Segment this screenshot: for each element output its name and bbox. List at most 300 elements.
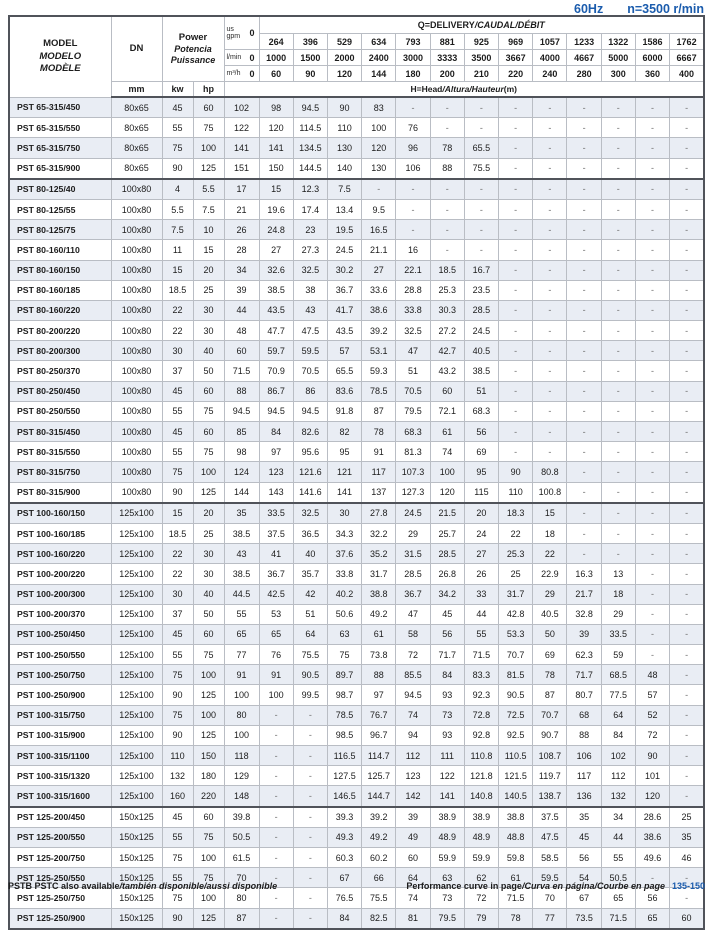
head-value-cell: 58 [396,624,430,644]
head-value-cell: 129 [224,766,259,786]
head-value-cell: 122 [430,766,464,786]
head-value-cell: - [670,725,704,745]
dn-cell: 125x100 [111,584,162,604]
head-value-cell: - [499,260,533,280]
head-value-cell: 75.5 [293,645,327,665]
head-value-cell: 78 [533,665,567,685]
power-label-fr: Puissance [170,54,216,65]
head-value-cell: - [635,482,669,503]
header-row-delivery-title [9,16,704,34]
hp-cell: 75 [193,827,224,847]
head-value-cell: 110.8 [464,746,498,766]
head-value-cell: - [670,604,704,624]
head-value-cell: 47.5 [293,321,327,341]
head-value-cell: 78.5 [327,705,361,725]
head-value-cell: 60 [670,908,704,929]
table-row [9,624,704,644]
head-value-cell: 13 [601,564,635,584]
flow-value-cell: 3000 [396,50,430,66]
flow-value-cell: 240 [533,66,567,82]
head-value-cell: 30 [327,503,361,524]
table-row [9,260,704,280]
head-title [224,82,704,98]
kw-cell: 55 [162,442,193,462]
head-value-cell: 76 [259,645,293,665]
head-value-cell: - [635,138,669,158]
head-value-cell: 72.8 [464,705,498,725]
head-value-cell: 39 [224,280,259,300]
head-value-cell: 21.7 [567,584,601,604]
head-value-cell: 94.5 [396,685,430,705]
hp-cell: 40 [193,341,224,361]
head-value-cell: 31.7 [499,584,533,604]
head-value-cell: 13.4 [327,199,361,219]
head-value-cell: 68.3 [396,422,430,442]
head-value-cell: 69 [533,645,567,665]
hp-cell: 25 [193,280,224,300]
head-value-cell: - [635,300,669,320]
dn-cell: 125x100 [111,786,162,807]
head-value-cell: - [567,523,601,543]
flow-value-cell: 2400 [362,50,396,66]
head-value-cell: 100 [430,462,464,482]
head-value-cell: 38 [293,280,327,300]
head-value-cell: - [601,482,635,503]
head-value-cell: 25.3 [430,280,464,300]
model-name-cell: PST 80-125/55 [9,199,111,219]
head-value-cell: 95.6 [293,442,327,462]
table-row [9,908,704,929]
head-value-cell: - [601,158,635,179]
head-value-cell: - [499,240,533,260]
head-value-cell: - [259,908,293,929]
table-row [9,584,704,604]
head-value-cell: - [635,260,669,280]
head-value-cell: 136 [567,786,601,807]
head-value-cell: 71.5 [601,908,635,929]
kw-cell: 55 [162,868,193,888]
head-value-cell: 94.5 [259,401,293,421]
head-value-cell: 68 [567,705,601,725]
head-value-cell: 22 [533,544,567,564]
flow-value-cell: 3500 [464,50,498,66]
head-value-cell: 71.7 [567,665,601,685]
head-value-cell: 81.3 [396,442,430,462]
table-row [9,361,704,381]
head-value-cell: - [293,847,327,867]
head-value-cell: 29 [396,523,430,543]
head-value-cell: 110 [499,482,533,503]
model-name-cell: PST 100-250/750 [9,665,111,685]
head-value-cell: 17 [224,179,259,200]
head-value-cell: 91 [362,442,396,462]
kw-cell: 5.5 [162,199,193,219]
head-value-cell: - [635,158,669,179]
head-value-cell: 73 [430,705,464,725]
head-value-cell: 95 [327,442,361,462]
head-value-cell: - [499,401,533,421]
head-value-cell: 47.5 [533,827,567,847]
head-value-cell: - [601,523,635,543]
head-value-cell: 42.8 [499,604,533,624]
head-value-cell: 36.7 [327,280,361,300]
head-value-cell: - [635,422,669,442]
flow-value-cell: 180 [396,66,430,82]
head-value-cell: - [670,766,704,786]
table-row [9,847,704,867]
head-value-cell: - [601,220,635,240]
dn-cell: 100x80 [111,381,162,401]
head-value-cell: 71.5 [464,645,498,665]
model-name-cell: PST 125-250/900 [9,908,111,929]
head-value-cell: 47 [396,604,430,624]
table-row [9,544,704,564]
head-value-cell: - [670,280,704,300]
head-value-cell: - [601,97,635,118]
table-row [9,401,704,421]
hp-cell: 20 [193,503,224,524]
head-value-cell: 62.3 [567,645,601,665]
head-value-cell: - [293,766,327,786]
head-value-cell: 80.7 [567,685,601,705]
head-value-cell: - [259,827,293,847]
head-value-cell: 9.5 [362,199,396,219]
head-value-cell: 70.7 [533,705,567,725]
head-value-cell: 60 [396,847,430,867]
dn-cell: 100x80 [111,179,162,200]
head-value-cell: - [670,381,704,401]
head-value-cell: 92.5 [499,725,533,745]
table-row [9,725,704,745]
kw-cell: 55 [162,401,193,421]
kw-cell: 11 [162,240,193,260]
head-value-cell: - [670,746,704,766]
gpm-unit-label: us gpm [226,25,241,40]
kw-cell: 22 [162,321,193,341]
kw-cell: 110 [162,746,193,766]
kw-cell: 18.5 [162,280,193,300]
head-value-cell: - [499,158,533,179]
head-value-cell: 61 [430,422,464,442]
dn-cell: 150x125 [111,868,162,888]
head-value-cell: 18 [533,523,567,543]
flow-value-cell: 6667 [670,50,704,66]
head-value-cell: 56 [430,624,464,644]
footer-availability-note [8,881,277,891]
head-value-cell: - [259,705,293,725]
model-name-cell: PST 65-315/450 [9,97,111,118]
hp-cell: 75 [193,442,224,462]
head-value-cell: 80 [224,705,259,725]
head-value-cell: 141 [327,482,361,503]
head-value-cell: 74 [396,705,430,725]
flow-value-cell: 60 [259,66,293,82]
head-value-cell: 87 [224,908,259,929]
head-value-cell: 97 [362,685,396,705]
head-value-cell: 81.5 [499,665,533,685]
head-value-cell: 50.5 [601,868,635,888]
hp-cell: 75 [193,118,224,138]
head-value-cell: 26 [224,220,259,240]
kw-cell: 90 [162,685,193,705]
head-value-cell: 48.9 [464,827,498,847]
head-value-cell: - [533,442,567,462]
head-value-cell: - [499,422,533,442]
head-value-cell: 49 [396,827,430,847]
flow-value-cell: 793 [396,34,430,50]
flow-value-cell: 1762 [670,34,704,50]
head-value-cell: 90.7 [533,725,567,745]
head-value-cell: 91 [259,665,293,685]
head-value-cell: 66 [362,868,396,888]
table-row [9,827,704,847]
model-name-cell: PST 100-160/220 [9,544,111,564]
model-name-cell: PST 80-125/75 [9,220,111,240]
flow-unit-label: m³/h [226,69,241,77]
head-value-cell: - [533,220,567,240]
hp-cell: 30 [193,321,224,341]
dn-cell: 80x65 [111,158,162,179]
speed-label: n=3500 r/min [627,2,704,16]
flow-value-cell: 120 [327,66,361,82]
head-value-cell: - [635,199,669,219]
head-value-cell: 63 [327,624,361,644]
head-value-cell: 12.3 [293,179,327,200]
head-value-cell: 38.8 [362,584,396,604]
head-value-cell: 72.5 [499,705,533,725]
hp-cell: 5.5 [193,179,224,200]
hp-cell: 75 [193,645,224,665]
head-value-cell: 140 [327,158,361,179]
hp-cell: 10 [193,220,224,240]
head-value-cell: - [670,401,704,421]
head-value-cell: 25.7 [430,523,464,543]
head-value-cell: 85.5 [396,665,430,685]
head-value-cell: 37.5 [533,807,567,828]
table-row [9,564,704,584]
head-value-cell: 15 [533,503,567,524]
flow-value-cell: 4667 [567,50,601,66]
head-value-cell: 49.3 [327,827,361,847]
model-name-cell: PST 80-250/450 [9,381,111,401]
head-value-cell: 121.8 [464,766,498,786]
dn-cell: 125x100 [111,544,162,564]
table-row [9,240,704,260]
head-title-es-fr: /Altura/Hauteur [442,84,504,94]
kw-cell: 55 [162,118,193,138]
head-value-cell: 39.3 [327,807,361,828]
head-value-cell: 71.5 [499,888,533,908]
head-value-cell: 98.5 [327,725,361,745]
head-value-cell: 148 [224,786,259,807]
head-value-cell: 64 [293,624,327,644]
head-value-cell: 33.5 [259,503,293,524]
head-value-cell: 151 [224,158,259,179]
head-value-cell: 90 [499,462,533,482]
head-value-cell: 28.5 [464,300,498,320]
head-value-cell: - [533,158,567,179]
head-value-cell: 40.5 [464,341,498,361]
head-value-cell: 120 [362,138,396,158]
head-value-cell: - [567,240,601,260]
head-value-cell: 18.3 [499,503,533,524]
kw-cell: 90 [162,908,193,929]
kw-cell: 75 [162,462,193,482]
pump-performance-table [8,15,705,930]
model-name-cell: PST 80-125/40 [9,179,111,200]
model-label-en: MODEL [43,38,78,50]
head-value-cell: - [499,300,533,320]
head-value-cell: - [635,624,669,644]
table-row [9,321,704,341]
head-value-cell: 19.6 [259,199,293,219]
flow-unit-label: l/min [226,53,242,61]
head-value-cell: 44 [601,827,635,847]
head-value-cell: 89.7 [327,665,361,685]
head-value-cell: 28.5 [396,564,430,584]
head-value-cell: - [499,341,533,361]
head-value-cell: 115 [464,482,498,503]
head-value-cell: 144.5 [293,158,327,179]
head-value-cell: 141.6 [293,482,327,503]
model-label-es: MODELO [39,50,82,62]
head-value-cell: - [635,442,669,462]
head-value-cell: - [601,179,635,200]
head-value-cell: 23 [293,220,327,240]
head-value-cell: 68.3 [464,401,498,421]
head-value-cell: - [635,544,669,564]
head-value-cell: 38.5 [259,280,293,300]
head-value-cell: 41 [259,544,293,564]
head-value-cell: - [464,179,498,200]
head-value-cell: 80 [224,888,259,908]
table-row [9,220,704,240]
head-value-cell: 23.5 [464,280,498,300]
flow-value-cell: 3333 [430,50,464,66]
head-value-cell: 68.5 [601,665,635,685]
head-value-cell: - [670,158,704,179]
hp-cell: 50 [193,361,224,381]
flow-value-cell: 4000 [533,50,567,66]
head-value-cell: 127.5 [327,766,361,786]
head-value-cell: 107.3 [396,462,430,482]
dn-cell: 150x125 [111,888,162,908]
model-name-cell: PST 80-160/110 [9,240,111,260]
head-value-cell: 33.8 [327,564,361,584]
head-value-cell: 143 [259,482,293,503]
flow-value-cell: 1586 [635,34,669,50]
head-value-cell: - [396,199,430,219]
head-value-cell: 21 [224,199,259,219]
head-value-cell: - [259,847,293,867]
head-value-cell: - [567,138,601,158]
head-value-cell: 65.5 [464,138,498,158]
table-row [9,786,704,807]
head-value-cell: 119.7 [533,766,567,786]
hp-cell: 60 [193,381,224,401]
head-value-cell: 63 [430,868,464,888]
head-value-cell: 84 [430,665,464,685]
head-title-unit: (m) [503,84,518,94]
head-value-cell: - [533,341,567,361]
head-value-cell: - [635,179,669,200]
flow-value-cell: 1322 [601,34,635,50]
flow-value-cell: 925 [464,34,498,50]
page-footer [8,881,705,891]
head-value-cell: - [601,280,635,300]
head-value-cell: 150 [259,158,293,179]
head-value-cell: 49.2 [362,827,396,847]
table-row [9,523,704,543]
head-value-cell: 43 [293,300,327,320]
head-value-cell: 73.5 [567,908,601,929]
model-name-cell: PST 65-315/550 [9,118,111,138]
kw-cell: 90 [162,158,193,179]
kw-cell: 18.5 [162,523,193,543]
dn-cell: 100x80 [111,280,162,300]
head-value-cell: 114.7 [362,746,396,766]
power-label-en: Power [178,31,208,43]
head-value-cell: - [567,321,601,341]
dn-cell: 100x80 [111,260,162,280]
dn-cell: 125x100 [111,725,162,745]
head-value-cell: 92.3 [464,685,498,705]
head-value-cell: 27.3 [293,240,327,260]
head-value-cell: 60 [430,381,464,401]
head-value-cell: - [567,220,601,240]
head-value-cell: - [430,240,464,260]
head-value-cell: 110 [327,118,361,138]
dn-cell: 100x80 [111,341,162,361]
head-value-cell: 93 [430,685,464,705]
head-value-cell: 39 [567,624,601,644]
flow-value-cell: 1057 [533,34,567,50]
frequency-label: 60Hz [574,2,604,16]
head-value-cell: 102 [224,97,259,118]
head-value-cell: 94 [396,725,430,745]
head-value-cell: 88 [224,381,259,401]
kw-cell: 45 [162,97,193,118]
dn-cell: 80x65 [111,97,162,118]
head-value-cell: - [635,462,669,482]
head-value-cell: 48 [635,665,669,685]
head-value-cell: - [293,705,327,725]
kw-cell: 7.5 [162,220,193,240]
availability-note-es-fr: /también disponible/aussi disponible [119,881,278,891]
table-row [9,807,704,828]
head-value-cell: - [259,746,293,766]
head-value-cell: - [635,361,669,381]
head-value-cell: 36.7 [396,584,430,604]
table-row [9,300,704,320]
head-value-cell: 116.5 [327,746,361,766]
head-value-cell: 32.8 [567,604,601,624]
flow-value-cell: 400 [670,66,704,82]
head-value-cell: 26 [464,564,498,584]
hp-cell: 125 [193,725,224,745]
head-value-cell: 137 [362,482,396,503]
table-row [9,199,704,219]
head-value-cell: 30.2 [327,260,361,280]
head-value-cell: - [533,361,567,381]
head-value-cell: 56 [464,422,498,442]
header-row-units [9,82,704,98]
head-value-cell: 117 [567,766,601,786]
flow-value-cell: 1000 [259,50,293,66]
model-name-cell: PST 80-315/550 [9,442,111,462]
head-value-cell: - [499,381,533,401]
head-value-cell: 38.6 [362,300,396,320]
